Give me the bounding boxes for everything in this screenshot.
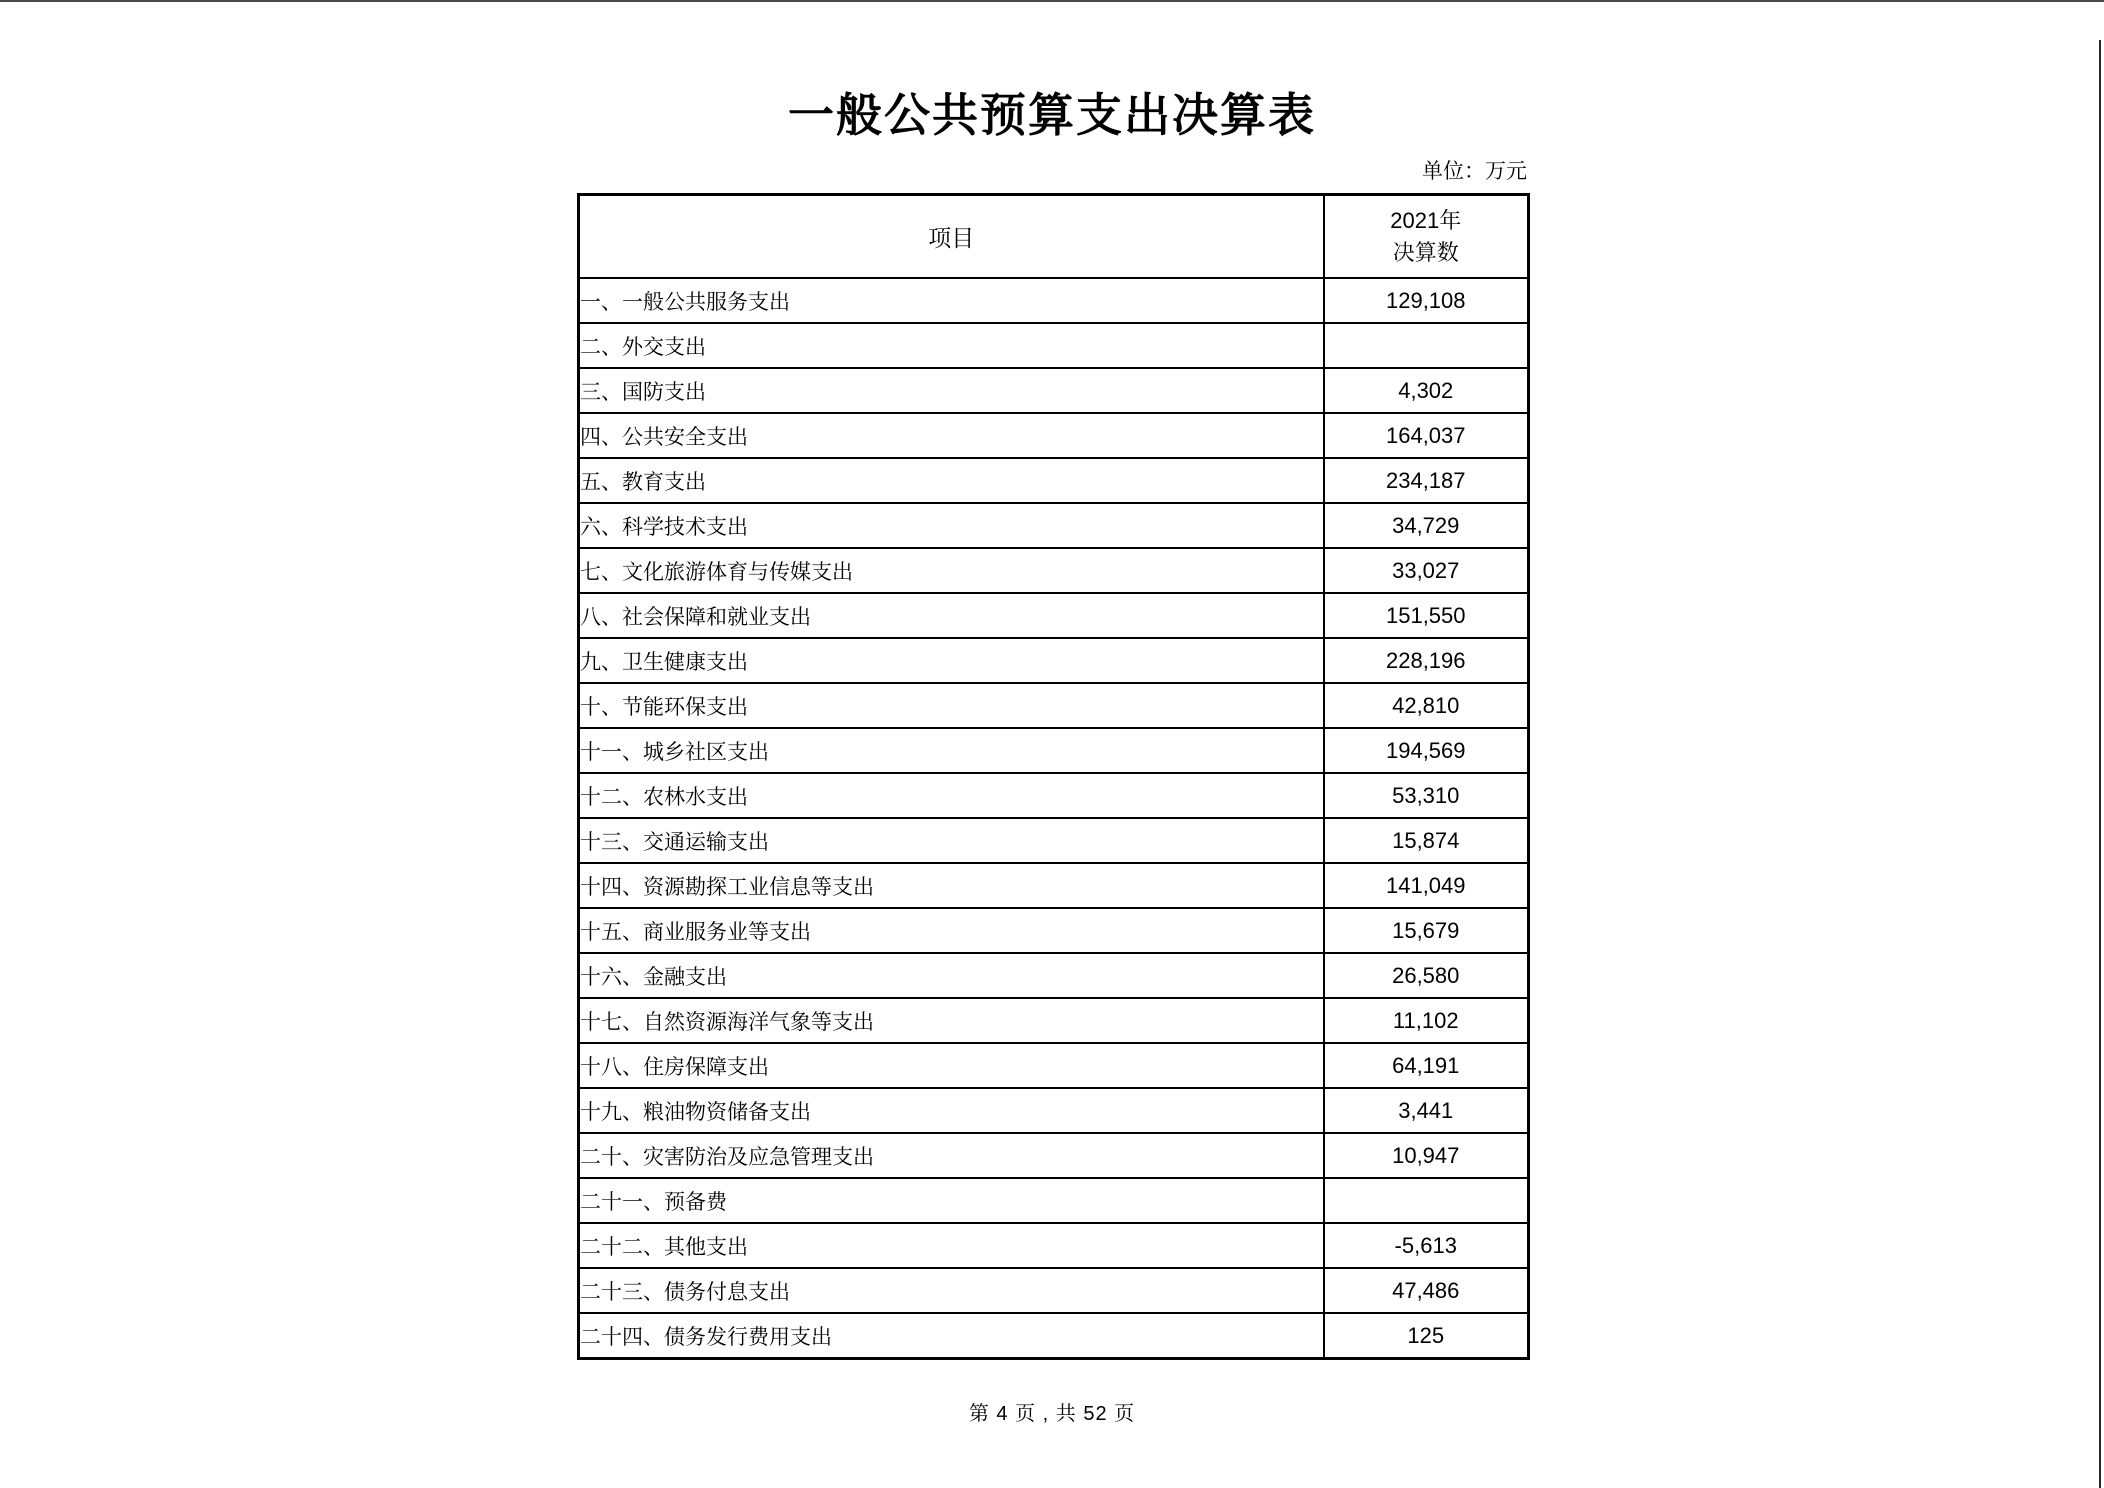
value-cell: 34,729 [1324,503,1529,548]
table-row [579,1133,1529,1178]
item-cell: 一、一般公共服务支出 [579,278,1324,323]
page-number-footer: 第 4 页 , 共 52 页 [968,1402,1136,1425]
value-cell: 125 [1324,1313,1529,1358]
value-cell [1324,1178,1529,1223]
value-cell: 3,441 [1324,1088,1529,1133]
budget-table-head [579,194,1529,278]
table-row [579,1178,1529,1223]
table-row [579,818,1529,863]
value-cell: 64,191 [1324,1043,1529,1088]
table-row [579,773,1529,818]
table-row [579,908,1529,953]
unit-label: 单位：万元 [1422,159,1527,183]
item-cell: 二十、灾害防治及应急管理支出 [579,1133,1324,1178]
column-header-value-line1: 2021年 [1390,207,1462,233]
item-cell: 七、文化旅游体育与传媒支出 [579,548,1324,593]
column-header-item: 项目 [579,194,1324,278]
item-cell: 十四、资源勘探工业信息等支出 [579,863,1324,908]
item-cell: 十七、自然资源海洋气象等支出 [579,998,1324,1043]
value-cell: 33,027 [1324,548,1529,593]
value-cell: 10,947 [1324,1133,1529,1178]
table-row [579,1268,1529,1313]
document-page [577,0,1527,1426]
item-cell: 八、社会保障和就业支出 [579,593,1324,638]
table-row [579,1088,1529,1133]
item-cell: 十六、金融支出 [579,953,1324,998]
table-row [579,1313,1529,1358]
table-row [579,863,1529,908]
value-cell: 234,187 [1324,458,1529,503]
table-row [579,368,1529,413]
table-row [579,728,1529,773]
table-row [579,998,1529,1043]
item-cell: 十九、粮油物资储备支出 [579,1088,1324,1133]
value-cell: 53,310 [1324,773,1529,818]
value-cell: 15,679 [1324,908,1529,953]
item-cell: 二十二、其他支出 [579,1223,1324,1268]
table-row [579,458,1529,503]
item-cell: 十二、农林水支出 [579,773,1324,818]
value-cell: 129,108 [1324,278,1529,323]
item-cell: 十三、交通运输支出 [579,818,1324,863]
item-cell: 二十三、债务付息支出 [579,1268,1324,1313]
value-cell: 164,037 [1324,413,1529,458]
table-row [579,548,1529,593]
value-cell: 15,874 [1324,818,1529,863]
table-row [579,593,1529,638]
item-cell: 十五、商业服务业等支出 [579,908,1324,953]
value-cell: 151,550 [1324,593,1529,638]
value-cell: 11,102 [1324,998,1529,1043]
item-cell: 四、公共安全支出 [579,413,1324,458]
table-row [579,503,1529,548]
item-cell: 二十四、债务发行费用支出 [579,1313,1324,1358]
table-row [579,278,1529,323]
item-cell: 五、教育支出 [579,458,1324,503]
table-row [579,1043,1529,1088]
column-header-value [1324,194,1529,278]
item-cell: 二十一、预备费 [579,1178,1324,1223]
value-cell: 42,810 [1324,683,1529,728]
column-header-value-line2: 决算数 [1392,239,1459,265]
value-cell: 26,580 [1324,953,1529,998]
window-right-edge [2099,40,2101,1488]
item-cell: 六、科学技术支出 [579,503,1324,548]
value-cell [1324,323,1529,368]
table-row [579,683,1529,728]
table-row [579,323,1529,368]
value-cell: 47,486 [1324,1268,1529,1313]
budget-table-body [579,278,1529,1358]
item-cell: 十一、城乡社区支出 [579,728,1324,773]
table-row [579,1223,1529,1268]
value-cell: 4,302 [1324,368,1529,413]
value-cell: 194,569 [1324,728,1529,773]
value-cell: -5,613 [1324,1223,1529,1268]
table-row [579,413,1529,458]
table-header-row [579,194,1529,278]
value-cell: 141,049 [1324,863,1529,908]
value-cell: 228,196 [1324,638,1529,683]
table-row [579,638,1529,683]
item-cell: 三、国防支出 [579,368,1324,413]
item-cell: 十八、住房保障支出 [579,1043,1324,1088]
page-title: 一般公共预算支出决算表 [788,89,1316,141]
budget-table [577,193,1530,1360]
table-row [579,953,1529,998]
item-cell: 二、外交支出 [579,323,1324,368]
item-cell: 九、卫生健康支出 [579,638,1324,683]
item-cell: 十、节能环保支出 [579,683,1324,728]
